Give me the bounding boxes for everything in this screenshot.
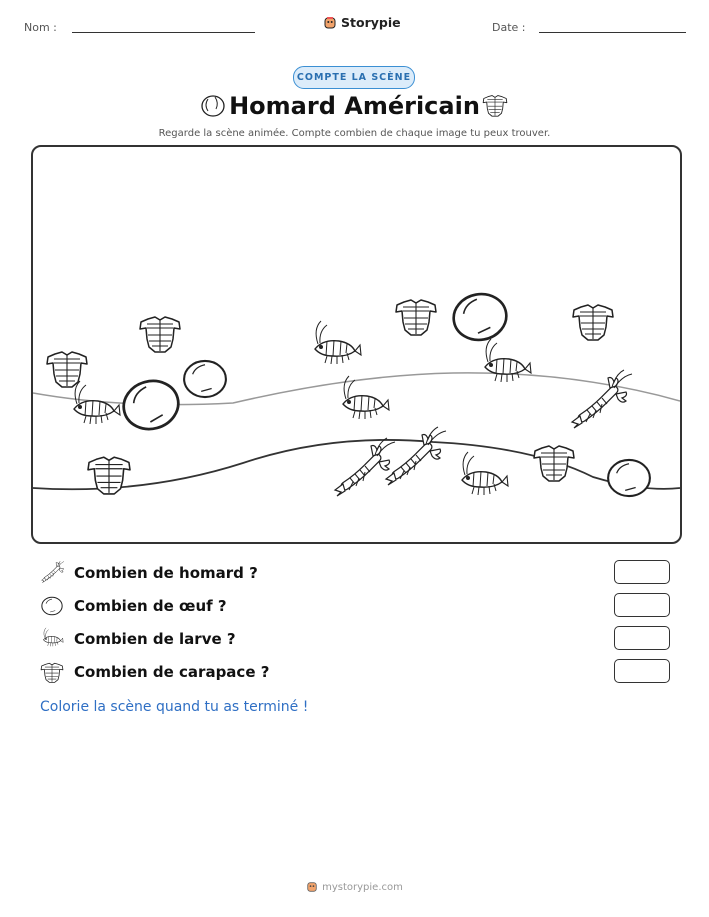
lobster-3 <box>386 427 446 485</box>
question-text: Combien de œuf ? <box>74 597 227 615</box>
question-row-lobster <box>40 560 680 586</box>
answer-box-shell[interactable] <box>614 659 670 683</box>
shell-icon <box>40 660 64 684</box>
finish-instruction: Colorie la scène quand tu as terminé ! <box>40 699 309 715</box>
shell-1 <box>140 317 180 352</box>
egg-2 <box>184 361 226 397</box>
shell-6 <box>534 446 574 481</box>
larva-icon <box>40 627 64 651</box>
question-text: Combien de carapace ? <box>74 663 270 681</box>
question-row-shell <box>40 659 680 685</box>
shell-3 <box>396 300 436 335</box>
question-row-larva <box>40 626 680 652</box>
name-label: Nom : <box>24 21 57 34</box>
lobster-1 <box>572 370 632 428</box>
egg-4 <box>608 460 650 496</box>
answer-box-larva[interactable] <box>614 626 670 650</box>
lobster-icon <box>40 561 64 585</box>
larva-3 <box>343 376 389 419</box>
storypie-footer-icon <box>306 881 318 893</box>
answer-box-egg[interactable] <box>614 593 670 617</box>
larva-4 <box>485 339 531 382</box>
brand-name: Storypie <box>341 15 401 30</box>
footer-url[interactable]: mystorypie.com <box>322 881 403 893</box>
title-shell-icon <box>482 92 508 118</box>
lobster-2 <box>335 438 395 496</box>
shell-2 <box>47 352 87 387</box>
larva-5 <box>462 452 508 495</box>
brand-logo <box>323 15 401 30</box>
activity-badge: COMPTE LA SCÈNE <box>293 66 415 89</box>
scene-illustration <box>33 147 680 542</box>
date-label: Date : <box>492 21 526 34</box>
footer <box>0 881 709 893</box>
egg-1 <box>118 375 183 435</box>
instructions: Regarde la scène animée. Compte combien de chaque image tu peux trouver. <box>158 128 551 139</box>
egg-icon <box>40 594 64 618</box>
egg-3 <box>450 290 510 344</box>
question-row-egg <box>40 593 680 619</box>
name-line[interactable] <box>72 32 255 33</box>
question-text: Combien de homard ? <box>74 564 258 582</box>
larva-1 <box>315 321 361 364</box>
scene-frame <box>31 145 682 544</box>
date-line[interactable] <box>539 32 686 33</box>
question-text: Combien de larve ? <box>74 630 236 648</box>
storypie-logo-icon <box>323 16 337 30</box>
shell-4 <box>573 305 613 340</box>
answer-box-lobster[interactable] <box>614 560 670 584</box>
page-title: Homard Américain <box>229 92 480 120</box>
